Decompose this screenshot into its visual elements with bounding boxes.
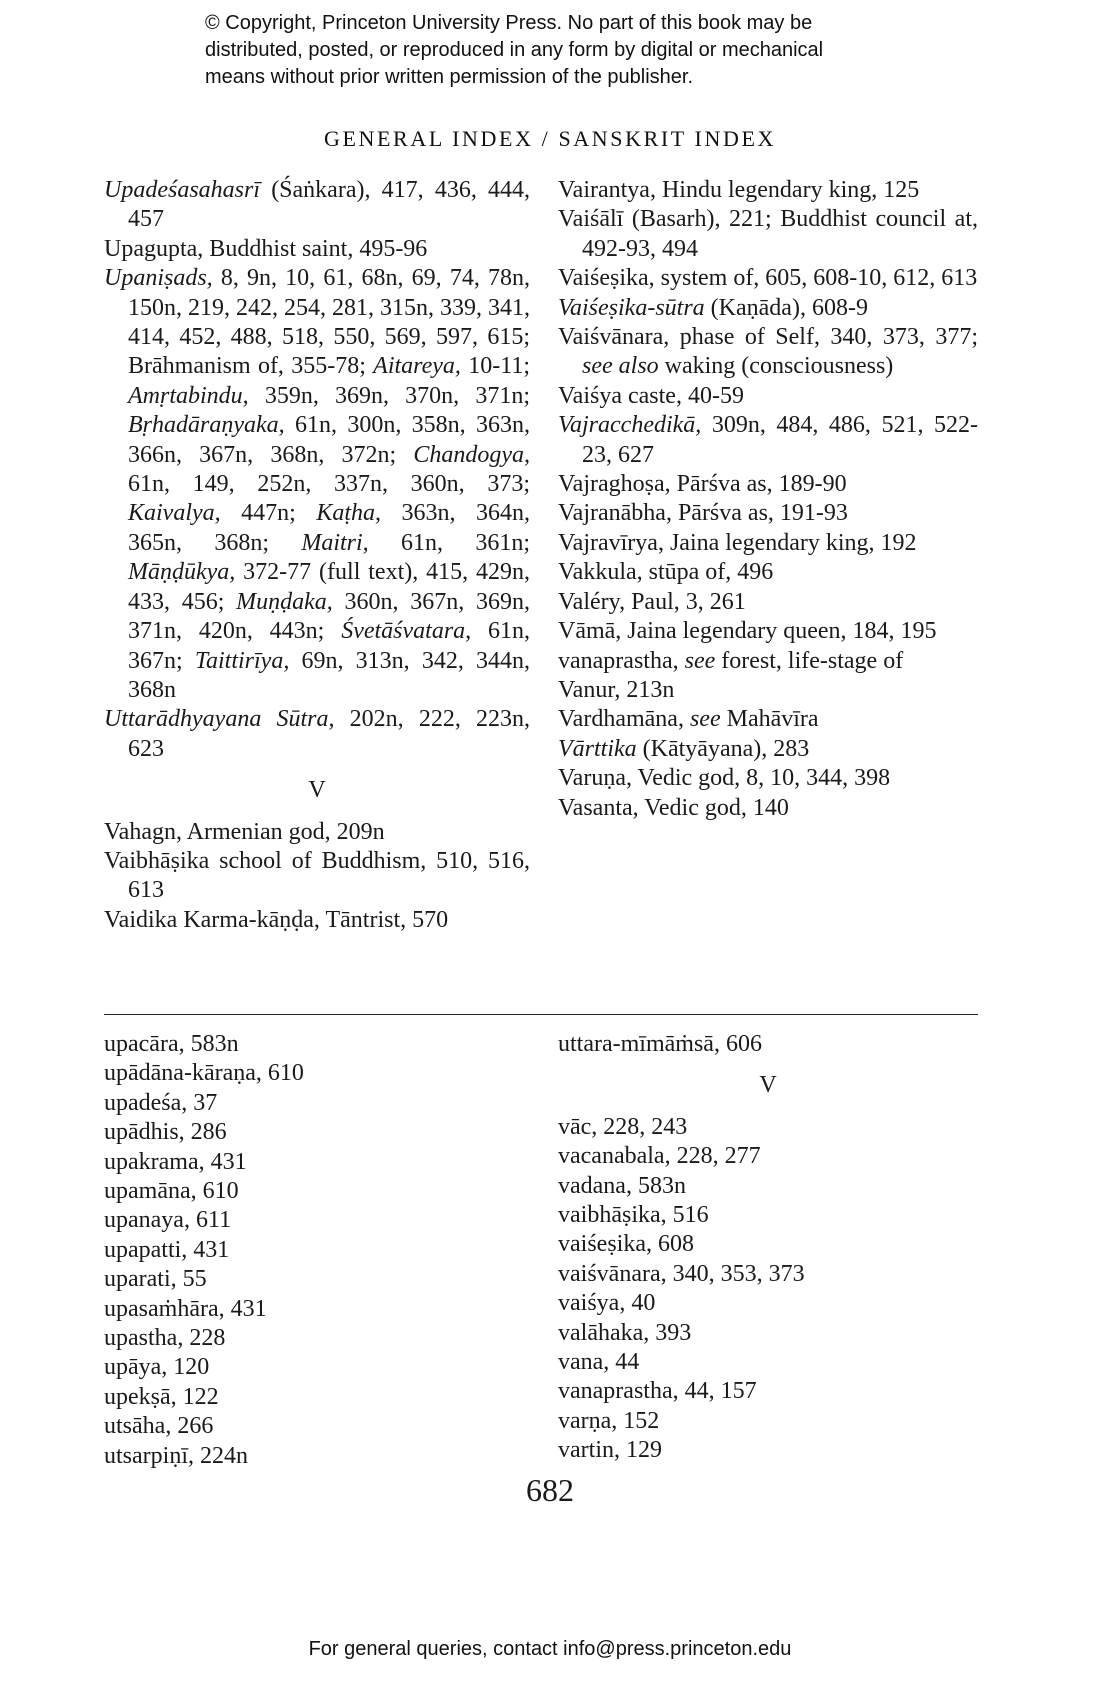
entry-text: 61n, 149, 252n, 337n, 360n, 373; — [128, 471, 530, 498]
entry-text: 359n, 369n, 370n, 371n; — [248, 382, 530, 409]
index-entry — [558, 735, 978, 764]
sanskrit-entry: upakrama, 431 — [104, 1148, 247, 1175]
sanskrit-entry: upādāna-kāraṇa, 610 — [104, 1060, 304, 1087]
entry-text: Vakkula, stūpa of, 496 — [558, 559, 774, 586]
sanskrit-entry: uparati, 55 — [104, 1266, 207, 1293]
index-entry — [104, 705, 530, 764]
index-entry — [558, 794, 978, 823]
entry-text: vanaprastha, — [558, 647, 685, 674]
sanskrit-entry: upadeśa, 37 — [104, 1089, 218, 1116]
entry-see: see — [684, 647, 716, 674]
page-number: 682 — [526, 1472, 574, 1508]
entry-text: Vahagn, Armenian god, 209n — [104, 818, 385, 845]
index-entry — [558, 647, 978, 676]
entry-subtitle: Bṛhadāraṇyaka, — [128, 412, 285, 439]
entry-text: Vasanta, Vedic god, 140 — [558, 794, 789, 821]
entry-text: Vajranābha, Pārśva as, 191-93 — [558, 500, 848, 527]
sanskrit-entry: upapatti, 431 — [104, 1236, 230, 1263]
entry-text: Vaiśālī (Basarh), 221; Buddhist council at, 492-93, 494 — [558, 206, 978, 262]
index-entry — [558, 411, 978, 470]
sanskrit-entry: upastha, 228 — [104, 1325, 226, 1352]
entry-text: 202n, 222, 223n, 623 — [128, 706, 531, 762]
entry-text: 309n, 484, 486, 521, 522-23, 627 — [582, 412, 978, 468]
entry-text: forest, life-stage of — [715, 647, 904, 674]
entry-title: Upaniṣads, — [104, 265, 213, 292]
index-entry — [558, 499, 978, 528]
entry-text: Upagupta, Buddhist saint, 495-96 — [104, 235, 428, 262]
index-entry — [104, 818, 530, 847]
index-entry-upanisads — [104, 264, 530, 705]
index-entry — [104, 906, 530, 935]
sanskrit-entry: utsarpiṇī, 224n — [104, 1442, 248, 1469]
entry-subtitle: Kaṭha, — [316, 500, 382, 527]
entry-title: Vajracchedikā, — [558, 412, 702, 439]
entry-subtitle: Aitareya, — [373, 353, 461, 380]
entry-see: see — [689, 706, 721, 733]
sanskrit-entry: upāya, 120 — [104, 1354, 210, 1381]
entry-subtitle: Kaivalya, — [128, 500, 221, 527]
entry-title: Uttarādhyayana Sūtra, — [104, 706, 335, 733]
index-entry — [558, 676, 978, 705]
sanskrit-index-left-column — [104, 1030, 530, 1471]
index-entry — [558, 294, 978, 323]
entry-text: 8, 9n, 10, 61, 68n, 69, 74, 78n, 150n, 219, 242, 254, 281, 315n, 339, 341, 414, 452, 488, 518, 550, 569, 597, 615; Brāhmanism of, 355-78; — [128, 265, 530, 380]
sanskrit-entry: vaibhāṣika, 516 — [558, 1202, 709, 1229]
general-index-right-column — [558, 176, 978, 823]
index-entry — [558, 764, 978, 793]
entry-text: 61n, 367n; — [128, 618, 531, 674]
entry-text: 61n, 300n, 358n, 363n, 366n, 367n, 368n, 372n; — [128, 412, 530, 468]
index-entry — [558, 470, 978, 499]
sanskrit-entry: vadana, 583n — [558, 1172, 686, 1199]
sanskrit-entry: vaiśeṣika, 608 — [558, 1231, 694, 1258]
entry-text: waking (consciousness) — [658, 353, 894, 380]
sanskrit-entry: vanaprastha, 44, 157 — [558, 1378, 757, 1405]
section-letter: V — [308, 777, 326, 804]
sanskrit-entry: upacāra, 583n — [104, 1031, 239, 1057]
entry-text: 363n, 364n, 365n, 368n; — [128, 500, 531, 556]
copyright-line: © Copyright, Princeton University Press. No part of this book may be — [205, 12, 813, 34]
sanskrit-entry: upanaya, 611 — [104, 1207, 232, 1234]
entry-subtitle: Taittirīya, — [194, 647, 290, 674]
entry-text: Vajraghoṣa, Pārśva as, 189-90 — [558, 471, 847, 498]
index-entry — [558, 705, 978, 734]
sanskrit-entry: varṇa, 152 — [558, 1407, 660, 1434]
sanskrit-entry: vana, 44 — [558, 1349, 640, 1376]
entry-text: Vardhamāna, — [558, 706, 690, 733]
entry-subtitle: Maitri, — [301, 529, 369, 556]
sanskrit-index-right-column — [558, 1030, 978, 1466]
index-entry — [558, 176, 978, 205]
index-entry — [558, 558, 978, 587]
index-entry — [558, 323, 978, 382]
entry-text: (Kaṇāda), 608-9 — [704, 294, 868, 321]
index-entry — [558, 382, 978, 411]
sanskrit-entry: vartin, 129 — [558, 1437, 662, 1464]
sanskrit-entry: valāhaka, 393 — [558, 1319, 692, 1346]
entry-text: Vaibhāṣika school of Buddhism, 510, 516, 613 — [104, 847, 530, 904]
index-entry — [558, 588, 978, 617]
entry-text: 61n, 361n; — [368, 529, 530, 556]
section-divider — [104, 1014, 978, 1015]
index-entry — [104, 235, 530, 264]
entry-text: Vaiśeṣika, system of, 605, 608-10, 612, 613 — [558, 265, 978, 292]
entry-subtitle: Śvetāśvatara, — [341, 618, 472, 645]
running-head: GENERAL INDEX / SANSKRIT INDEX — [324, 126, 776, 151]
index-entry — [558, 205, 978, 264]
entry-title: Vārttika — [558, 735, 637, 762]
entry-text: Varuṇa, Vedic god, 8, 10, 344, 398 — [558, 765, 891, 792]
entry-text: Vajravīrya, Jaina legendary king, 192 — [558, 529, 917, 556]
sanskrit-entry: vaiśvānara, 340, 353, 373 — [558, 1260, 805, 1287]
copyright-line: means without prior written permission of the publisher. — [205, 66, 694, 88]
sanskrit-entry: uttara-mīmāṁsā, 606 — [558, 1031, 762, 1057]
entry-text: Vaiśvānara, phase of Self, 340, 373, 377; — [558, 324, 978, 351]
sanskrit-entry: upasaṁhāra, 431 — [104, 1295, 267, 1322]
entry-text: (Śaṅkara), 417, 436, 444, 457 — [128, 177, 530, 233]
entry-text: Vaiśya caste, 40-59 — [558, 382, 744, 409]
sanskrit-entry: vacanabala, 228, 277 — [558, 1143, 761, 1170]
entry-text: Mahāvīra — [720, 706, 819, 733]
section-letter: V — [759, 1072, 777, 1099]
entry-text: Vaidika Karma-kāṇḍa, Tāntrist, 570 — [104, 906, 449, 933]
footer-contact: For general queries, contact info@press.princeton.edu — [308, 1638, 792, 1660]
copyright-line: distributed, posted, or reproduced in any form by digital or mechanical — [205, 39, 824, 61]
sanskrit-entry: upādhis, 286 — [104, 1119, 227, 1146]
sanskrit-entry: vāc, 228, 243 — [558, 1113, 688, 1140]
entry-subtitle: Chandogya, — [413, 441, 530, 468]
entry-text: (Kātyāyana), 283 — [636, 735, 810, 762]
entry-text: 372-77 (full text), 415, 429n, 433, 456; — [128, 559, 530, 615]
entry-subtitle: Amṛtabindu, — [128, 382, 249, 409]
index-entry — [104, 176, 530, 235]
index-entry — [558, 617, 978, 646]
entry-title: Vaiśeṣika-sūtra — [558, 294, 705, 321]
entry-text: 447n; — [220, 500, 317, 527]
index-entry — [558, 529, 978, 558]
entry-text: Vanur, 213n — [558, 676, 675, 703]
index-entry — [558, 264, 978, 293]
entry-text: 10-11; — [460, 353, 530, 380]
entry-see-also: see also — [582, 353, 659, 380]
entry-title: Upadeśasahasrī — [104, 177, 261, 203]
sanskrit-entry: upamāna, 610 — [104, 1178, 239, 1205]
entry-text: 69n, 313n, 342, 344n, 368n — [128, 647, 531, 703]
entry-text: Valéry, Paul, 3, 261 — [558, 588, 746, 615]
entry-subtitle: Māṇḍūkya, — [128, 559, 236, 586]
entry-text: 360n, 367n, 369n, 371n, 420n, 443n; — [128, 588, 530, 645]
entry-subtitle: Muṇḍaka, — [236, 588, 333, 615]
entry-text: Vairantya, Hindu legendary king, 125 — [558, 177, 920, 203]
sanskrit-entry: utsāha, 266 — [104, 1413, 214, 1440]
general-index-left-column — [104, 176, 530, 935]
sanskrit-entry: upekṣā, 122 — [104, 1383, 219, 1410]
index-entry — [104, 847, 530, 906]
sanskrit-entry: vaiśya, 40 — [558, 1290, 656, 1317]
copyright-notice — [205, 10, 925, 91]
entry-text: Vāmā, Jaina legendary queen, 184, 195 — [558, 618, 937, 645]
